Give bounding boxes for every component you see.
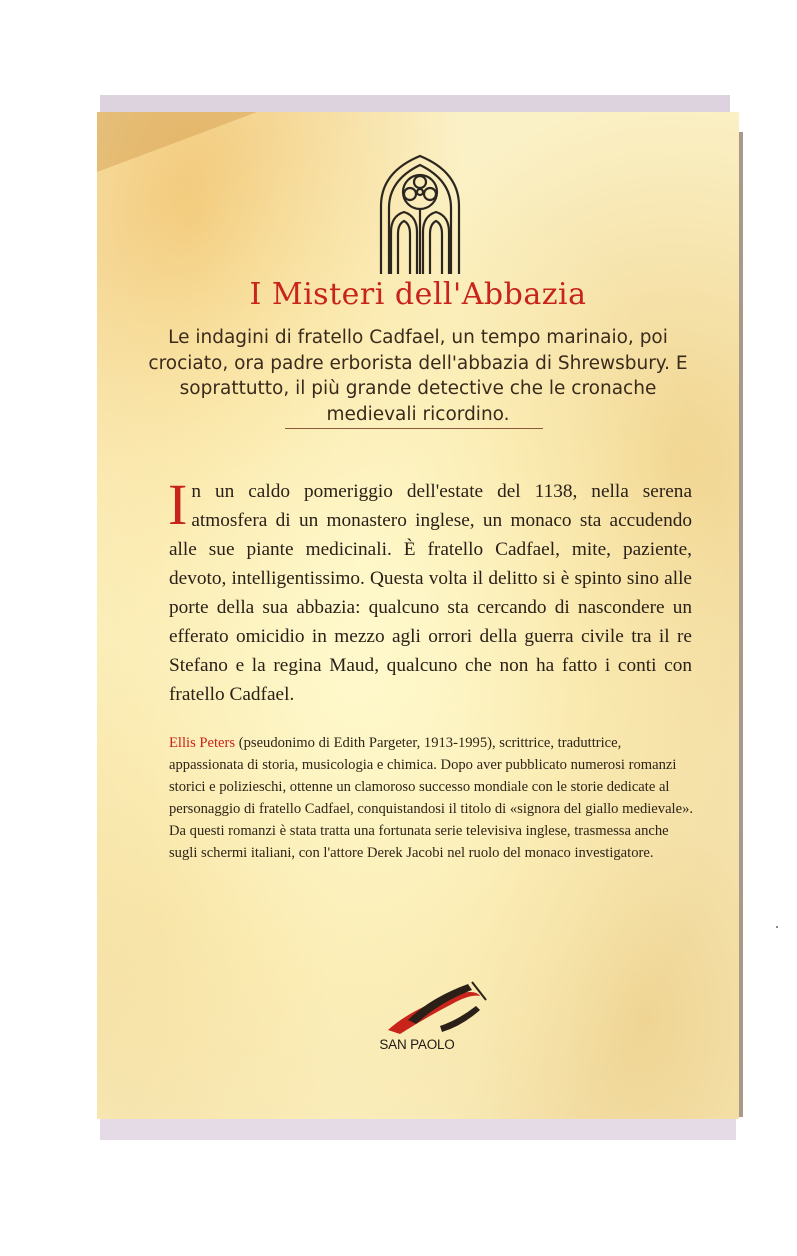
gothic-window-icon — [377, 154, 463, 274]
author-bio — [169, 732, 697, 864]
bottom-shadow — [100, 1118, 736, 1140]
drop-cap: I — [168, 472, 188, 537]
san-paolo-logo-icon — [380, 980, 490, 1042]
series-title: I Misteri dell'Abbazia — [249, 277, 587, 312]
series-description: Le indagini di fratello Cadfael, un tempo marinaio, poi crociato, ora padre erborista dell'abbazia di Shrewsbury. E soprattutto, il più grande detective che le cronache medievali ricordino. — [148, 327, 688, 425]
author-bio-text: (pseudonimo di Edith Pargeter, 1913-1995), scrittrice, traduttrice, appassionata di storia, musicologia e chimica. Dopo aver pubblicato numerosi romanzi storici e polizieschi, ottenne un clamoroso successo mondiale con le storie dedicate al personaggio di fratello Cadfael, conquistandosi il titolo di «signora del giallo medievale». Da questi romanzi è stata tratta una fortunata serie televisiva inglese, trasmessa anche sugli schermi italiani, con l'attore Derek Jacobi nel ruolo del monaco investigatore. — [169, 735, 694, 861]
divider-line — [285, 428, 543, 429]
author-name: Ellis Peters — [169, 735, 236, 751]
publisher-name: SAN PAOLO — [379, 1037, 455, 1052]
back-cover — [97, 112, 739, 1119]
synopsis — [168, 472, 692, 709]
synopsis-text: n un caldo pomeriggio dell'estate del 1138, nella serena atmosfera di un monastero inglese, un monaco sta accudendo alle sue piante medicinali. È fratello Cadfael, mite, paziente, devoto, intelligentissimo. Questa volta il delitto si è spinto sino alle porte della sua abbazia: qualcuno sta cercando di nascondere un efferato omicidio in mezzo agli orrori della guerra civile tra il re Stefano e la regina Maud, qualcuno che non ha fatto i conti con fratello Cadfael. — [169, 481, 692, 705]
dust-speck — [776, 926, 778, 928]
worn-corner — [97, 112, 257, 172]
